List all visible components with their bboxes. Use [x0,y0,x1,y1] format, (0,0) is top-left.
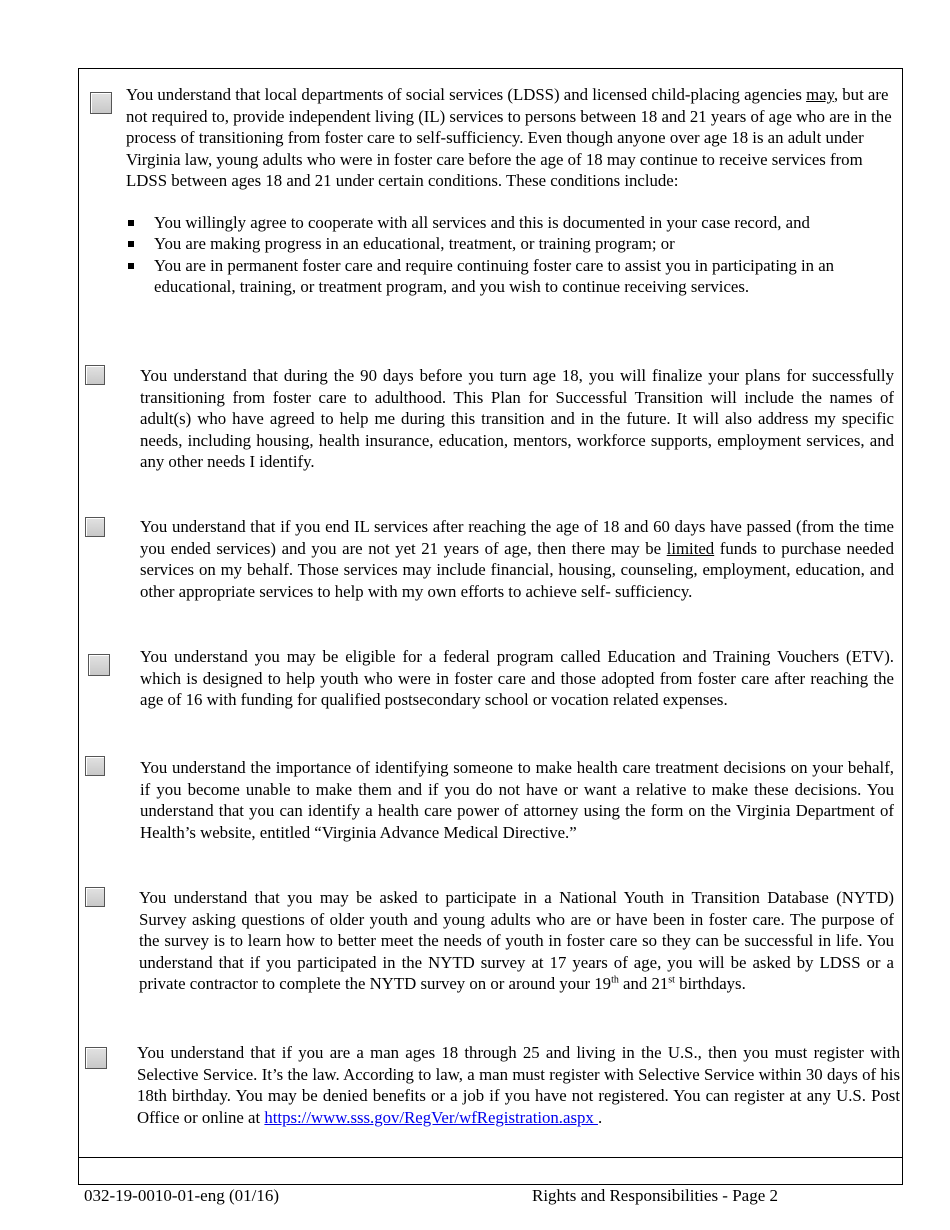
list-item: You are making progress in an educational, treatment, or training program; or [126,233,894,255]
item-etv [140,646,894,711]
selective-service-registration-link[interactable]: https://www.sss.gov/RegVer/wfRegistration.aspx [264,1107,598,1127]
item-il-services [126,84,894,298]
item-limited-funds [140,516,894,602]
list-item: You willingly agree to cooperate with all services and this is documented in your case record, and [126,212,894,234]
item-selective-service [137,1042,900,1128]
nytd-survey-paragraph: You understand that you may be asked to participate in a National Youth in Transition Database (NYTD) Survey asking questions of older youth and young adults who are or have been in foster care. The purpose of the survey is to learn how to better meet the needs of youth in foster care so they can be successful in life. You understand that if you participated in the NYTD survey at 17 years of age, you will be asked by LDSS or a private contractor to complete the NYTD survey on or around your 19th and 21st birthdays. [139,888,894,993]
etv-paragraph: You understand you may be eligible for a federal program called Education and Training Vouchers (ETV). which is designed to help youth who were in foster care and those adopted from foster care after reaching the age of 16 with funding for qualified postsecondary school or vocation related expenses. [140,647,894,709]
acknowledge-checkbox-nytd-survey[interactable] [85,887,105,907]
limited-funds-paragraph: You understand that if you end IL services after reaching the age of 18 and 60 days have passed (from the time you ended services) and you are not yet 21 years of age, then there may be limited funds to purchase needed services on my behalf. Those services may include financial, housing, counseling, employment, education, and other appropriate services to help with my own efforts to achieve self- sufficiency. [140,517,894,601]
acknowledge-checkbox-selective-service[interactable] [85,1047,107,1069]
acknowledge-checkbox-health-care-directive[interactable] [85,756,105,776]
acknowledge-checkbox-transition-plan[interactable] [85,365,105,385]
acknowledge-checkbox-limited-funds[interactable] [85,517,105,537]
acknowledge-checkbox-il-services[interactable] [90,92,112,114]
acknowledge-checkbox-etv[interactable] [88,654,110,676]
list-item: You are in permanent foster care and require continuing foster care to assist you in participating in an educational, training, or treatment program, and you wish to continue receiving services. [126,255,894,298]
item-health-care-directive [140,757,894,843]
form-bottom-row [78,1158,903,1185]
transition-plan-paragraph: You understand that during the 90 days before you turn age 18, you will finalize your plans for successfully transitioning from foster care to adulthood. This Plan for Successful Transition will include the names of adult(s) who have agreed to help me during this transition and in the future. It will also address my specific needs, including housing, health insurance, education, mentors, workforce supports, employment services, and any other needs I identify. [140,366,894,471]
page-label: Rights and Responsibilities - Page 2 [532,1186,779,1205]
il-services-paragraph: You understand that local departments of social services (LDSS) and licensed child-placing agencies may, but are not required to, provide independent living (IL) services to persons between 18 and 21 years of age who are in the process of transitioning from foster care to self-sufficiency. Even though anyone over age 18 is an adult under Virginia law, young adults who were in foster care before the age of 18 may continue to receive services from LDSS between ages 18 and 21 under certain conditions. These conditions include: [126,85,892,190]
selective-service-paragraph: You understand that if you are a man ages 18 through 25 and living in the U.S., then you must register with Selective Service. It’s the law. According to law, a man must register with Selective Service within 30 days of his 18th birthday. You may be denied benefits or a job if you have not registered. You can register at any U.S. Post Office or online at https://www.sss.gov/RegVer/wfRegistration.aspx . [137,1043,900,1127]
health-care-directive-paragraph: You understand the importance of identifying someone to make health care treatment decisions on your behalf, if you become unable to make them and if you do not have or want a relative to make these decisions. You understand that you can identify a health care power of attorney using the form on the Virginia Department of Health’s website, entitled “Virginia Advance Medical Directive.” [140,758,894,842]
item-nytd-survey [139,887,894,995]
item-transition-plan [140,365,894,473]
form-number: 032-19-0010-01-eng (01/16) [84,1186,279,1205]
conditions-list [126,212,894,298]
